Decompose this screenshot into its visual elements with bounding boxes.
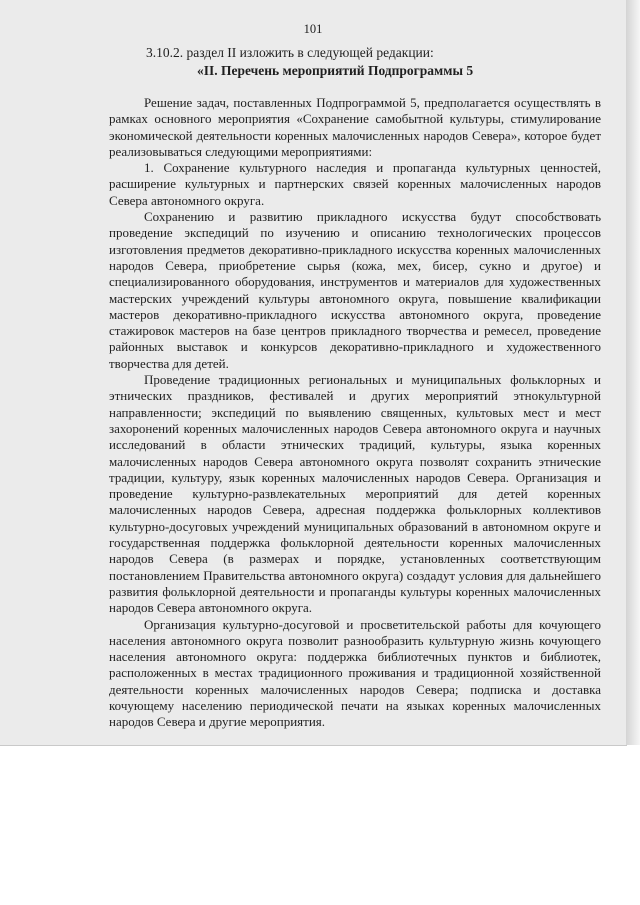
paragraph: Организация культурно-досуговой и просветительской работы для кочующего населения автономного округа позволит разнообразить культурную жизнь кочующего населения автономного округа: поддержка библиотечных пунктов и библиотек, расположенных в местах традиционного проживания и традиционной хозяйственной деятельности коренных малочисленных народов Севера; подписка и доставка кочующему населению периодической печати на языках коренных малочисленных народов Севера и другие мероприятия.	[109, 616, 601, 730]
paragraph: Проведение традиционных региональных и муниципальных фольклорных и этнических праздников, фестивалей и других мероприятий этнокультурной направленности; экспедиций по выявлению священных, культовых мест и мест захоронений коренных малочисленных народов Севера автономного округа и научных исследований в области этнических традиций, культуры, языка коренных малочисленных народов Севера автономного округа позволят сохранить этнические традиции, культуру, язык коренных малочисленных народов Севера. Организация и проведение культурно-развлекательных мероприятий для детей коренных малочисленных народов Севера, адресная поддержка фольклорных коллективов культурно-досуговых учреждений муниципальных образований в автономном округе и государственная поддержка фольклорной деятельности коренных малочисленных народов Севера (в размерах и порядке, установленных соответствующим постановлением Правительства автономного округа) создадут условия для дальнейшего развития фольклорной деятельности и пропаганды культуры коренных малочисленных народов Севера автономного округа.	[109, 372, 601, 616]
section-amendment-line: 3.10.2. раздел II изложить в следующей редакции:	[146, 45, 434, 60]
scan-edge-shadow	[626, 0, 640, 745]
page-number: 101	[303, 22, 323, 36]
paragraph: Решение задач, поставленных Подпрограммой 5, предполагается осуществлять в рамках основного мероприятия «Сохранение самобытной культуры, стимулирование экономической деятельности коренных малочисленных народов Севера», которое будет реализовываться следующими мероприятиями:	[109, 95, 601, 159]
document-body	[109, 95, 601, 731]
paragraph: Сохранению и развитию прикладного искусства будут способствовать проведение экспедиций по изучению и описанию технологических процессов изготовления предметов декоративно-прикладного искусства коренных малочисленных народов Севера, приобретение сырья (кожа, мех, бисер, сукно и другое) и специализированного оборудования, инструментов и материалов для художественных мастерских учреждений культуры автономного округа, повышение квалификации мастеров декоративно-прикладного искусства автономного округа, проведение стажировок мастеров на базе центров прикладного творчества и ремесел, проведение районных выставок и конкурсов декоративно-прикладного и художественного творчества для детей.	[109, 209, 601, 371]
section-heading: «II. Перечень мероприятий Подпрограммы 5	[197, 63, 474, 78]
paragraph: 1. Сохранение культурного наследия и пропаганда культурных ценностей, расширение культурных и партнерских связей коренных малочисленных народов Севера автономного округа.	[109, 160, 601, 208]
